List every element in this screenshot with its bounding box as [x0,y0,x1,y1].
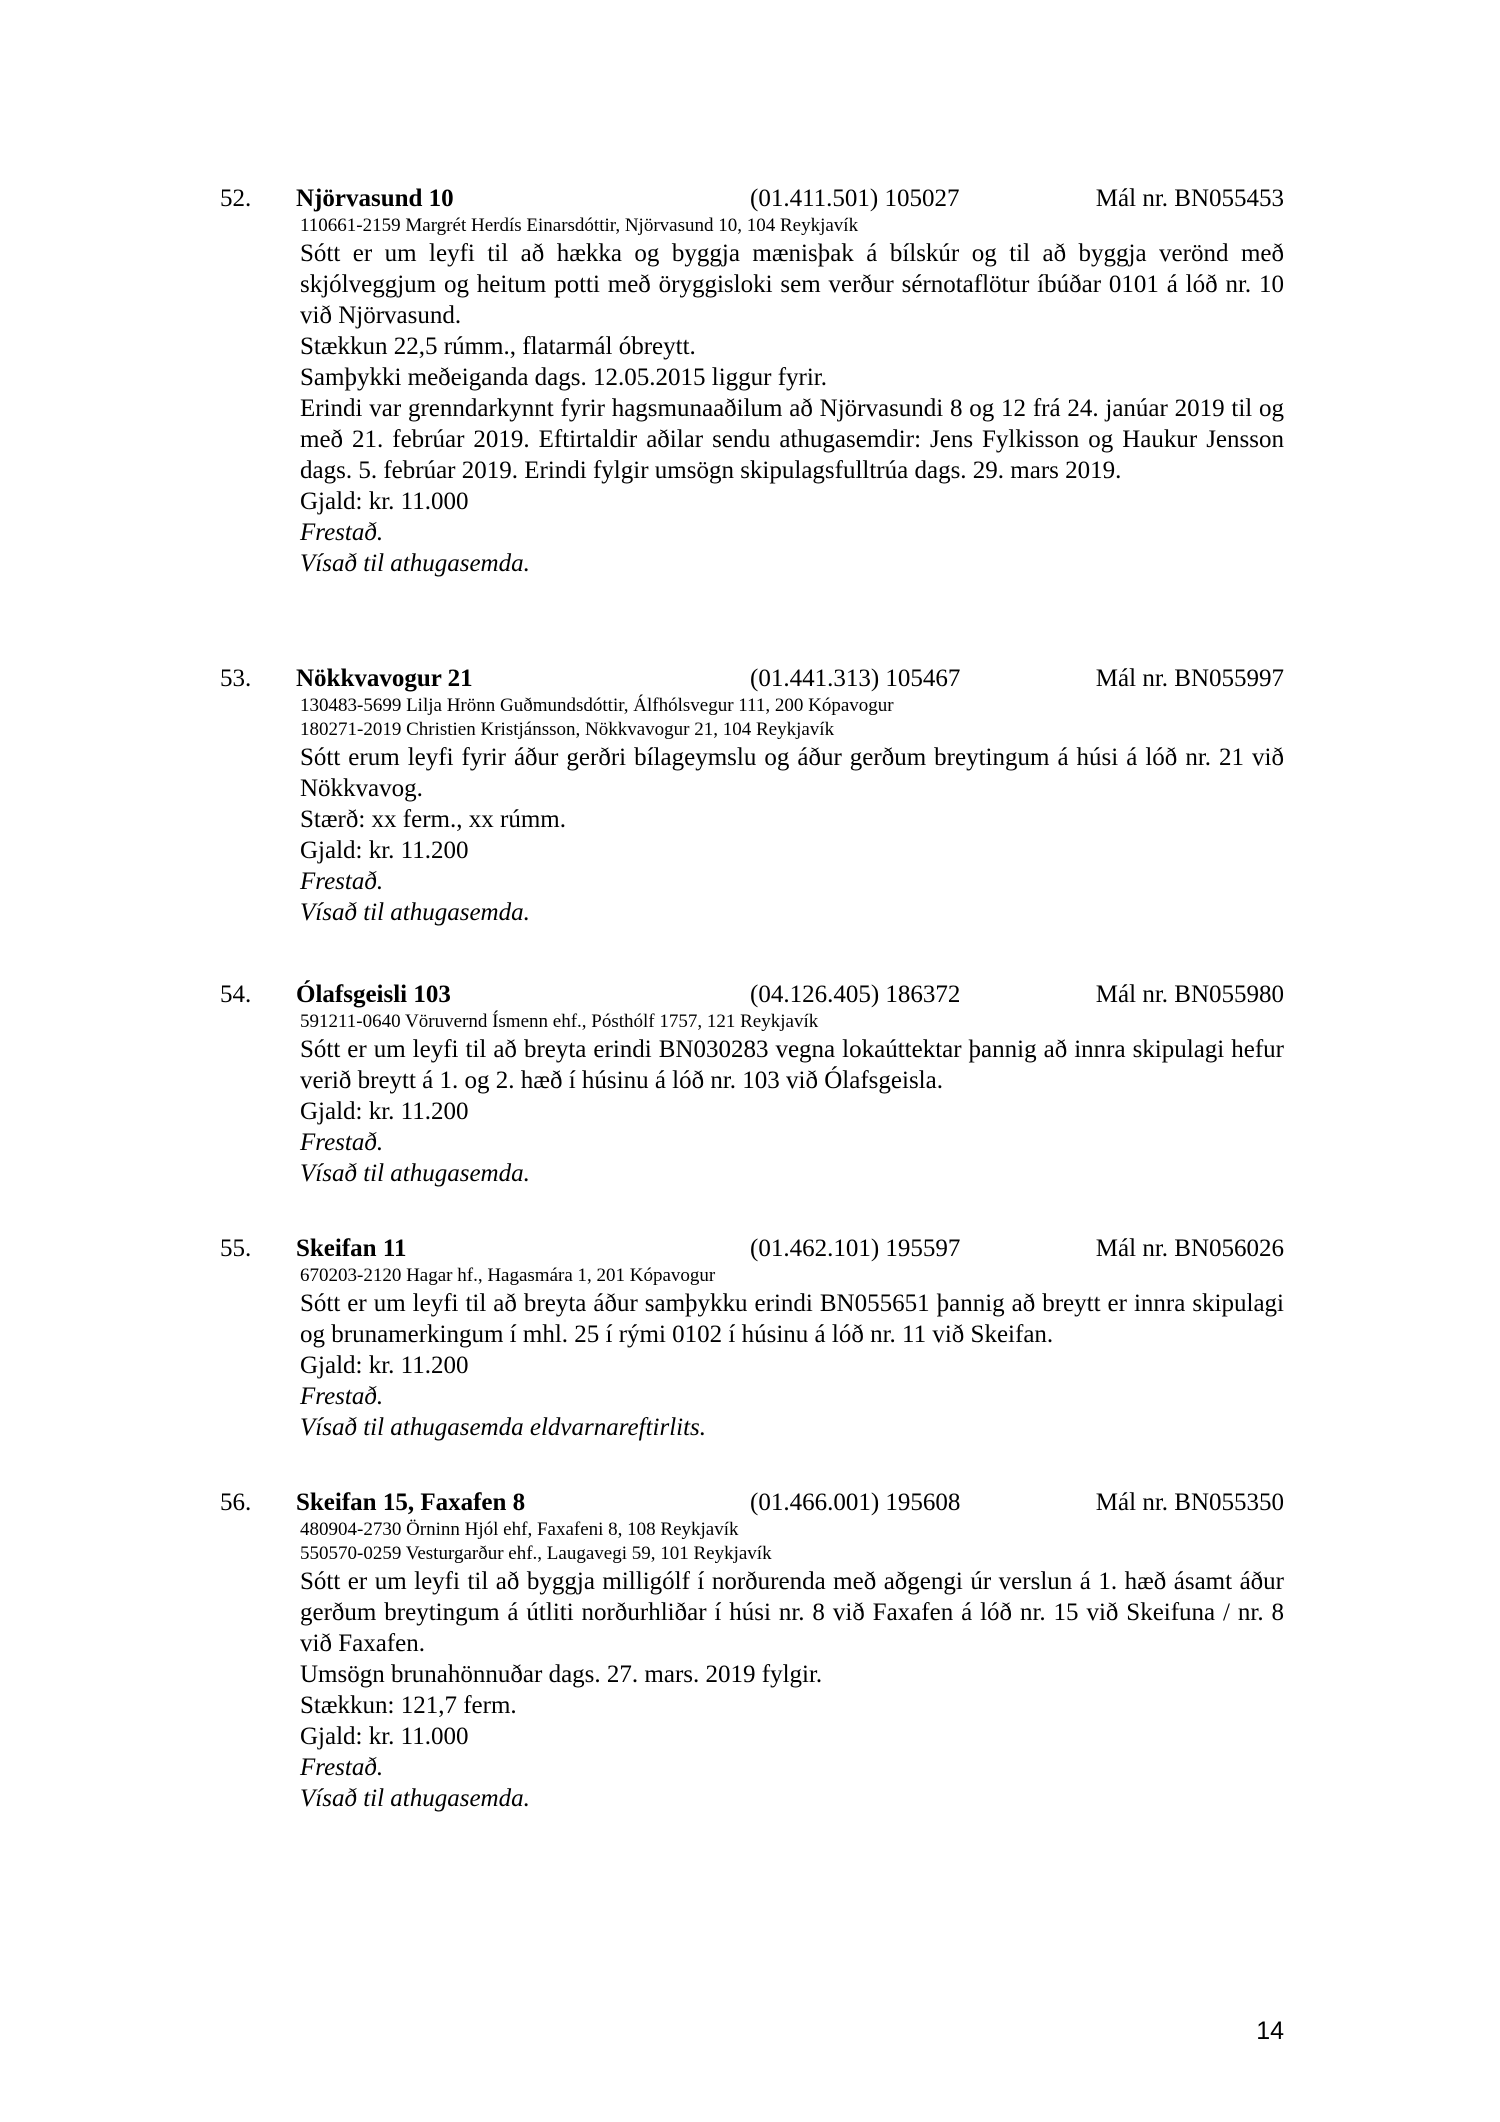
land-number: (01.411.501) 105027 [750,185,960,212]
case-number: 53. [220,665,252,692]
case-fee: Gjald: kr. 11.200 [300,1098,469,1125]
case-detail: Stækkun: 121,7 ferm. [300,1692,517,1719]
case-referral: Vísað til athugasemda eldvarnareftirlits. [300,1414,707,1441]
case-header [222,1487,1284,1518]
case-item-55 [222,1233,1284,1443]
case-referral: Vísað til athugasemda. [300,1160,530,1187]
case-decision: Frestað. [300,1383,384,1410]
case-reference: Mál nr. BN055980 [1095,981,1284,1008]
case-referral: Vísað til athugasemda. [300,550,530,577]
land-number: (01.441.313) 105467 [750,665,961,692]
page-number: 14 [1256,2017,1284,2045]
case-detail: Stærð: xx ferm., xx rúmm. [300,806,566,833]
case-detail: Umsögn brunahönnuðar dags. 27. mars. 2019 fylgir. [300,1661,823,1688]
case-item-52 [222,183,1284,579]
case-reference: Mál nr. BN056026 [1095,1235,1284,1262]
case-header [222,663,1284,694]
case-body [300,214,1284,579]
case-header [222,979,1284,1010]
case-number: 54. [220,981,252,1008]
case-fee: Gjald: kr. 11.000 [300,1723,469,1750]
applicant-line: 110661-2159 Margrét Herdís Einarsdóttir, Njörvasund 10, 104 Reykjavík [300,215,859,236]
case-decision: Frestað. [300,868,384,895]
case-body [300,694,1284,928]
case-body [300,1264,1284,1443]
case-title: Njörvasund 10 [296,185,454,212]
case-body [300,1010,1284,1189]
applicant-line: 180271-2019 Christien Kristjánsson, Nökkvavogur 21, 104 Reykjavík [300,719,835,740]
case-title: Skeifan 15, Faxafen 8 [296,1489,526,1516]
land-number: (01.466.001) 195608 [750,1489,961,1516]
applicant-line: 480904-2730 Örninn Hjól ehf, Faxafeni 8, 108 Reykjavík [300,1519,739,1540]
case-reference: Mál nr. BN055350 [1095,1489,1284,1516]
case-description: Sótt erum leyfi fyrir áður gerðri bílageymslu og áður gerðum breytingum á húsi á lóð nr. 21 við Nökkvavog. [300,744,1284,802]
case-referral: Vísað til athugasemda. [300,1785,530,1812]
case-number: 56. [220,1489,252,1516]
case-detail: Samþykki meðeiganda dags. 12.05.2015 liggur fyrir. [300,364,828,391]
case-title: Skeifan 11 [296,1235,407,1262]
case-description: Sótt er um leyfi til að hækka og byggja mænisþak á bílskúr og til að byggja verönd með skjólveggjum og heitum potti með öryggisloki sem verður sérnotaflötur íbúðar 0101 á lóð nr. 10 við Njörvasund. [300,240,1284,329]
case-header [222,1233,1284,1264]
applicant-line: 130483-5699 Lilja Hrönn Guðmundsdóttir, Álfhólsvegur 111, 200 Kópavogur [300,695,894,716]
applicant-line: 591211-0640 Vöruvernd Ísmenn ehf., Pósthólf 1757, 121 Reykjavík [300,1011,819,1032]
case-description: Sótt er um leyfi til að breyta áður samþykku erindi BN055651 þannig að breytt er innra skipulagi og brunamerkingum í mhl. 25 í rými 0102 í húsinu á lóð nr. 11 við Skeifan. [300,1290,1284,1348]
case-body [300,1518,1284,1814]
case-description: Sótt er um leyfi til að byggja milligólf í norðurenda með aðgengi úr verslun á 1. hæð ásamt áður gerðum breytingum á útliti norðurhliðar í húsi nr. 8 við Faxafen á lóð nr. 15 við Skeifuna / nr. 8 við Faxafen. [300,1568,1284,1657]
case-number: 55. [220,1235,252,1262]
case-title: Nökkvavogur 21 [296,665,473,692]
case-fee: Gjald: kr. 11.200 [300,1352,469,1379]
case-fee: Gjald: kr. 11.000 [300,488,469,515]
case-note: Erindi var grenndarkynnt fyrir hagsmunaaðilum að Njörvasundi 8 og 12 frá 24. janúar 2019 til og með 21. febrúar 2019. Eftirtaldir aðilar sendu athugasemdir: Jens Fylkisson og Haukur Jensson dags. 5. febrúar 2019. Erindi fylgir umsögn skipulagsfulltrúa dags. 29. mars 2019. [300,395,1284,484]
case-decision: Frestað. [300,1129,384,1156]
land-number: (01.462.101) 195597 [750,1235,961,1262]
case-decision: Frestað. [300,1754,384,1781]
case-description: Sótt er um leyfi til að breyta erindi BN030283 vegna lokaúttektar þannig að innra skipulagi hefur verið breytt á 1. og 2. hæð í húsinu á lóð nr. 103 við Ólafsgeisla. [300,1036,1284,1094]
applicant-line: 670203-2120 Hagar hf., Hagasmára 1, 201 Kópavogur [300,1265,716,1286]
case-decision: Frestað. [300,519,384,546]
case-item-56 [222,1487,1284,1814]
case-reference: Mál nr. BN055453 [1095,185,1284,212]
case-referral: Vísað til athugasemda. [300,899,530,926]
land-number: (04.126.405) 186372 [750,981,961,1008]
case-number: 52. [220,185,252,212]
case-header [222,183,1284,214]
case-detail: Stækkun 22,5 rúmm., flatarmál óbreytt. [300,333,696,360]
case-reference: Mál nr. BN055997 [1095,665,1284,692]
applicant-line: 550570-0259 Vesturgarður ehf., Laugavegi 59, 101 Reykjavík [300,1543,772,1564]
case-title: Ólafsgeisli 103 [296,981,451,1008]
case-item-54 [222,979,1284,1189]
case-item-53 [222,663,1284,928]
case-fee: Gjald: kr. 11.200 [300,837,469,864]
